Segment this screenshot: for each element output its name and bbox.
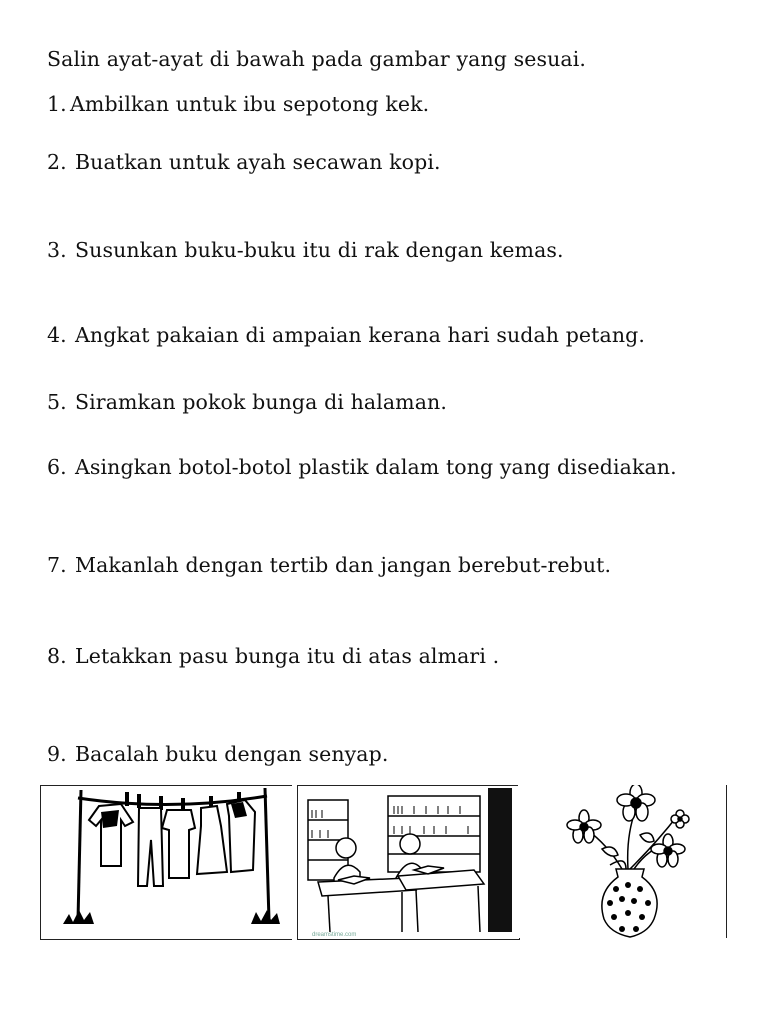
sentence-number: 2. (47, 150, 67, 174)
sentence-number: 7. (47, 553, 67, 577)
sentence-number: 6. (47, 455, 67, 479)
picture-clothesline (40, 785, 292, 940)
sentence-3 (47, 238, 564, 262)
sentence-8 (47, 644, 499, 668)
sentence-1 (47, 92, 429, 116)
sentence-6 (47, 455, 677, 479)
sentence-text: Bacalah buku dengan senyap. (75, 742, 389, 766)
sentence-text: Ambilkan untuk ibu sepotong kek. (70, 92, 430, 116)
clothesline-icon (41, 786, 292, 940)
sentence-7 (47, 553, 611, 577)
sentence-number: 4. (47, 323, 67, 347)
sentence-text: Siramkan pokok bunga di halaman. (75, 390, 447, 414)
sentence-number: 1. (47, 92, 67, 116)
sentence-text: Makanlah dengan tertib dan jangan berebut-rebut. (75, 553, 612, 577)
sentence-2 (47, 150, 441, 174)
sentence-text: Asingkan botol-botol plastik dalam tong yang disediakan. (75, 455, 677, 479)
sentence-text: Angkat pakaian di ampaian kerana hari sudah petang. (75, 323, 645, 347)
picture-flower-vase (518, 785, 727, 938)
picture-library (297, 785, 520, 940)
sentence-9 (47, 742, 388, 766)
sentence-text: Letakkan pasu bunga itu di atas almari . (75, 644, 500, 668)
sentence-number: 3. (47, 238, 67, 262)
flower-vase-icon (518, 785, 726, 938)
sentence-number: 9. (47, 742, 67, 766)
sentence-text: Susunkan buku-buku itu di rak dengan kemas. (75, 238, 564, 262)
sentence-number: 5. (47, 390, 67, 414)
sentence-number: 8. (47, 644, 67, 668)
watermark-text: dreamstime.com (312, 932, 357, 938)
instruction-text: Salin ayat-ayat di bawah pada gambar yang sesuai. (47, 47, 586, 71)
sentence-5 (47, 390, 447, 414)
picture-strip (40, 785, 728, 941)
sentence-text: Buatkan untuk ayah secawan kopi. (75, 150, 441, 174)
library-reading-icon (298, 786, 519, 940)
sentence-4 (47, 323, 645, 347)
